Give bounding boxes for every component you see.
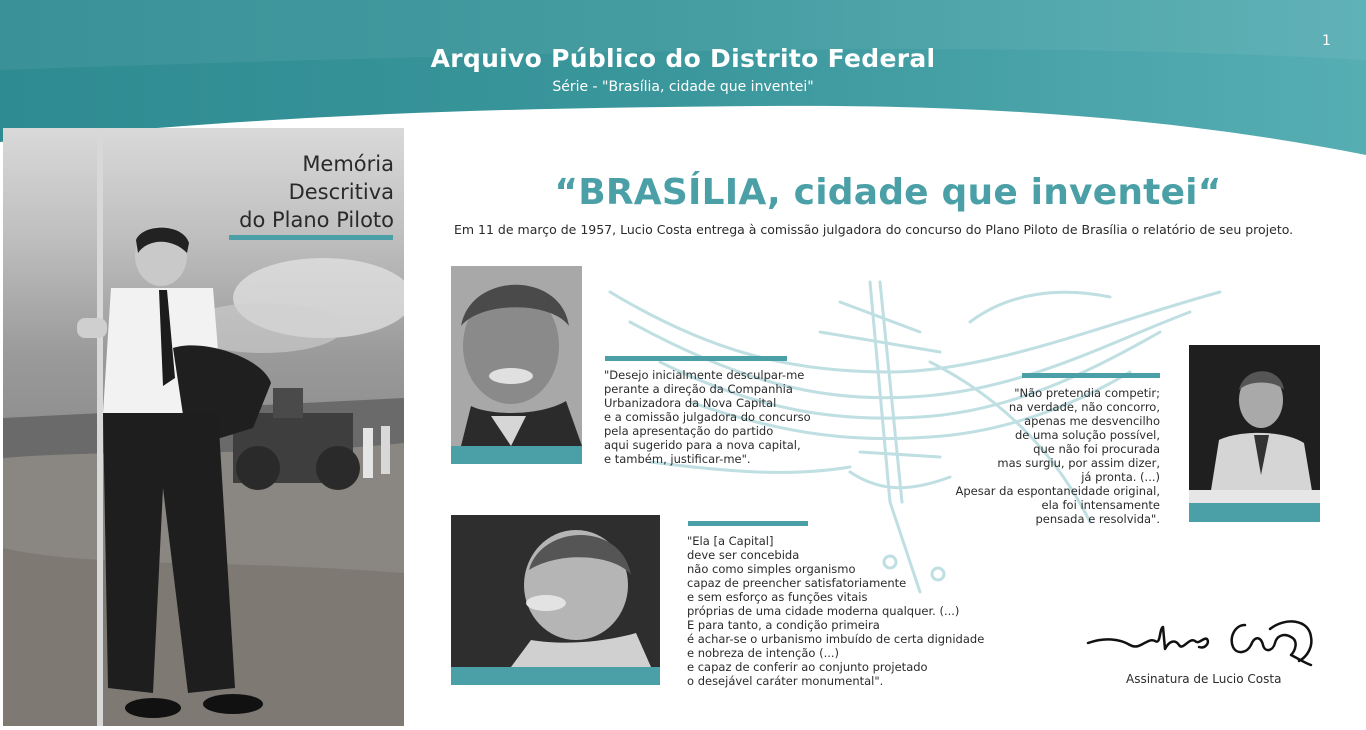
quote-nao-pretendia: "Não pretendia competir; na verdade, não concorro, apenas me desvencilho de uma solução possível, que não foi procurada mas surgiu, por assim dizer, já pronta. (...) Apesar da espontaneidade original, ela foi intensamente pensada e resolvida". [955,386,1160,526]
portrait-3-accent-bar [451,667,660,685]
quote-2-line [1022,373,1160,378]
memoria-title-line: Memória [302,152,394,176]
quote-ela-a-capital: "Ela [a Capital] deve ser concebida não como simples organismo capaz de preencher satisfatoriamente e sem esforço as funções vitais próprias de uma cidade moderna qualquer. (...) E para tanto, a condição primeira é achar-se o urbanismo imbuído de certa dignidade e nobreza de intenção (...) e capaz de conferir ao conjunto projetado o desejável caráter monumental". [687,534,985,688]
memoria-title-line: Descritiva [288,180,394,204]
portrait-lucio-costa-3 [451,515,660,667]
portrait-1-accent-bar [451,446,582,464]
signature-caption: Assinatura de Lucio Costa [1126,672,1282,686]
portrait-2-accent-bar [1189,503,1320,522]
memoria-descritiva-title [200,150,394,234]
quote-1-line [605,356,787,361]
main-title: “BRASÍLIA, cidade que inventei“ [554,172,1222,213]
intro-text: Em 11 de março de 1957, Lucio Costa entrega à comissão julgadora do concurso do Plano Piloto de Brasília o relatório de seu projeto. [454,222,1294,237]
page-number: 1 [1322,33,1331,49]
series-subtitle: Série - "Brasília, cidade que inventei" [552,79,814,95]
archive-title: Arquivo Público do Distrito Federal [430,44,936,73]
portrait-lucio-costa-2 [1189,345,1320,503]
portrait-lucio-costa-1 [451,266,582,446]
lucio-costa-signature [1085,615,1325,670]
memoria-title-line: do Plano Piloto [239,208,394,232]
memoria-underline [229,235,393,240]
quote-3-line [688,521,808,526]
quote-desculpar: "Desejo inicialmente desculpar-me perante a direção da Companhia Urbanizadora da Nova Capital e a comissão julgadora do concurso pela apresentação do partido aqui sugerido para a nova capital, e também, justificar-me". [604,368,811,466]
